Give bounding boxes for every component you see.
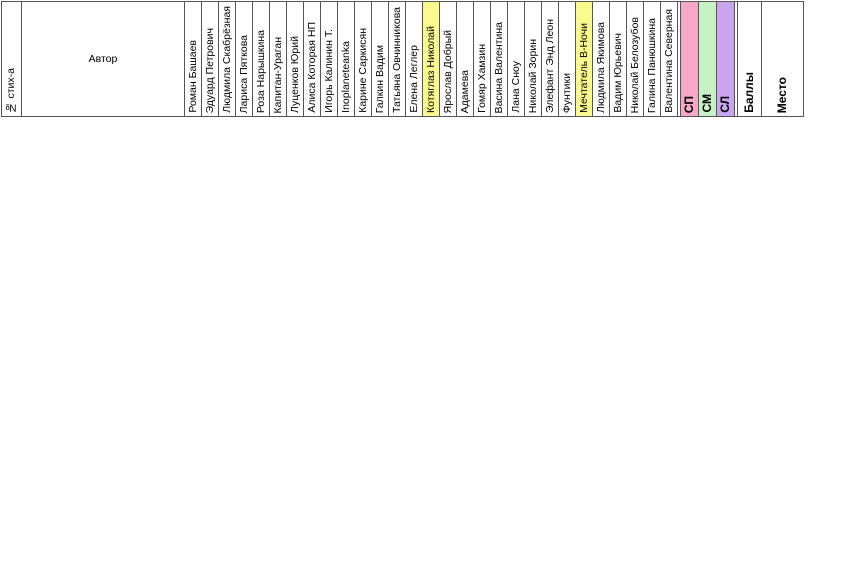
header-judge bbox=[627, 2, 644, 117]
header-judge bbox=[610, 2, 627, 117]
header-judge bbox=[321, 2, 338, 117]
header-judge-label: Капитан-Ураган bbox=[271, 36, 284, 113]
header-judge bbox=[644, 2, 661, 117]
header-points bbox=[738, 2, 762, 117]
header-judge-label: Эдуард Петрович bbox=[203, 27, 216, 113]
header-judge bbox=[542, 2, 559, 117]
header-judge bbox=[559, 2, 576, 117]
header-judge-label: Котяглаз Николай bbox=[424, 26, 437, 113]
header-judge bbox=[525, 2, 542, 117]
header-judge-label: Фунтики bbox=[560, 72, 573, 113]
header-judge-label: Элефант Энд Леон bbox=[543, 19, 556, 113]
header-judge-label: Людмила Якимова bbox=[594, 21, 607, 113]
header-place-label: Место bbox=[775, 76, 789, 113]
header-judge bbox=[423, 2, 440, 117]
header-row bbox=[2, 2, 804, 117]
header-judge bbox=[440, 2, 457, 117]
header-judge-label: Мечтатель В-Ночи bbox=[577, 23, 590, 113]
header-judge bbox=[372, 2, 389, 117]
header-judge bbox=[406, 2, 423, 117]
header-judge-label: Ярослав Добрый bbox=[441, 29, 454, 113]
header-judge-label: Алиса Которая НП bbox=[305, 22, 318, 113]
header-judge bbox=[491, 2, 508, 117]
header-judge-label: Николай Белозубов bbox=[628, 16, 641, 113]
header-place bbox=[762, 2, 804, 117]
header-points-label: Баллы bbox=[742, 72, 756, 113]
header-judge-label: Луценков Юрий bbox=[288, 35, 301, 113]
header-author bbox=[22, 2, 185, 117]
header-num-label: № стих-а bbox=[5, 67, 17, 113]
header-judge-label: Татьяна Овчинникова bbox=[390, 7, 403, 113]
header-judge bbox=[593, 2, 610, 117]
header-judge-label: Людмила Скабрёзная bbox=[220, 6, 233, 113]
header-judge-label: Inoplaneteanka bbox=[339, 41, 352, 113]
header-num bbox=[2, 2, 22, 117]
header-stat bbox=[717, 2, 735, 117]
header-judge-label: Роза Нарышкина bbox=[254, 29, 267, 113]
header-judge bbox=[576, 2, 593, 117]
header-judge-label: Васина Валентина bbox=[492, 21, 505, 113]
header-judge-label: Николай Зорин bbox=[526, 38, 539, 113]
header-judge bbox=[236, 2, 253, 117]
header-stat-label: СМ bbox=[700, 94, 714, 113]
header-judge bbox=[338, 2, 355, 117]
header-stat-label: СП bbox=[682, 95, 696, 113]
header-judge bbox=[661, 2, 678, 117]
header-judge bbox=[508, 2, 525, 117]
header-judge-label: Лана Сноу bbox=[509, 61, 522, 113]
header-judge-label: Елена Леглер bbox=[407, 45, 420, 113]
header-judge-label: Вадим Юрьевич bbox=[611, 33, 624, 113]
header-judge bbox=[287, 2, 304, 117]
header-stat-label: СЛ bbox=[718, 96, 732, 113]
header-judge-label: Гомяр Хамзин bbox=[475, 44, 488, 113]
header-judge-label: Лариса Пяткова bbox=[237, 34, 250, 113]
header-judge-label: Роман Башаев bbox=[186, 40, 199, 113]
header-judge bbox=[202, 2, 219, 117]
header-judge-label: Адамева bbox=[458, 69, 471, 113]
header-judge bbox=[270, 2, 287, 117]
header-judge bbox=[389, 2, 406, 117]
header-judge bbox=[457, 2, 474, 117]
header-author-label: Автор bbox=[88, 53, 118, 65]
header-judge bbox=[253, 2, 270, 117]
header-judge-label: Карине Саркисян bbox=[356, 28, 369, 113]
header-stat bbox=[699, 2, 717, 117]
header-judge-label: Игорь Калинин Т. bbox=[322, 29, 335, 113]
header-judge bbox=[474, 2, 491, 117]
header-judge bbox=[355, 2, 372, 117]
results-table bbox=[1, 1, 804, 117]
header-stat bbox=[681, 2, 699, 117]
header-judge bbox=[304, 2, 321, 117]
header-judge-label: Валентина Северная bbox=[662, 9, 675, 113]
header-judge bbox=[219, 2, 236, 117]
header-judge bbox=[185, 2, 202, 117]
header-judge-label: Галина Панюшкина bbox=[645, 17, 658, 113]
header-judge-label: Галкин Вадим bbox=[373, 44, 386, 113]
